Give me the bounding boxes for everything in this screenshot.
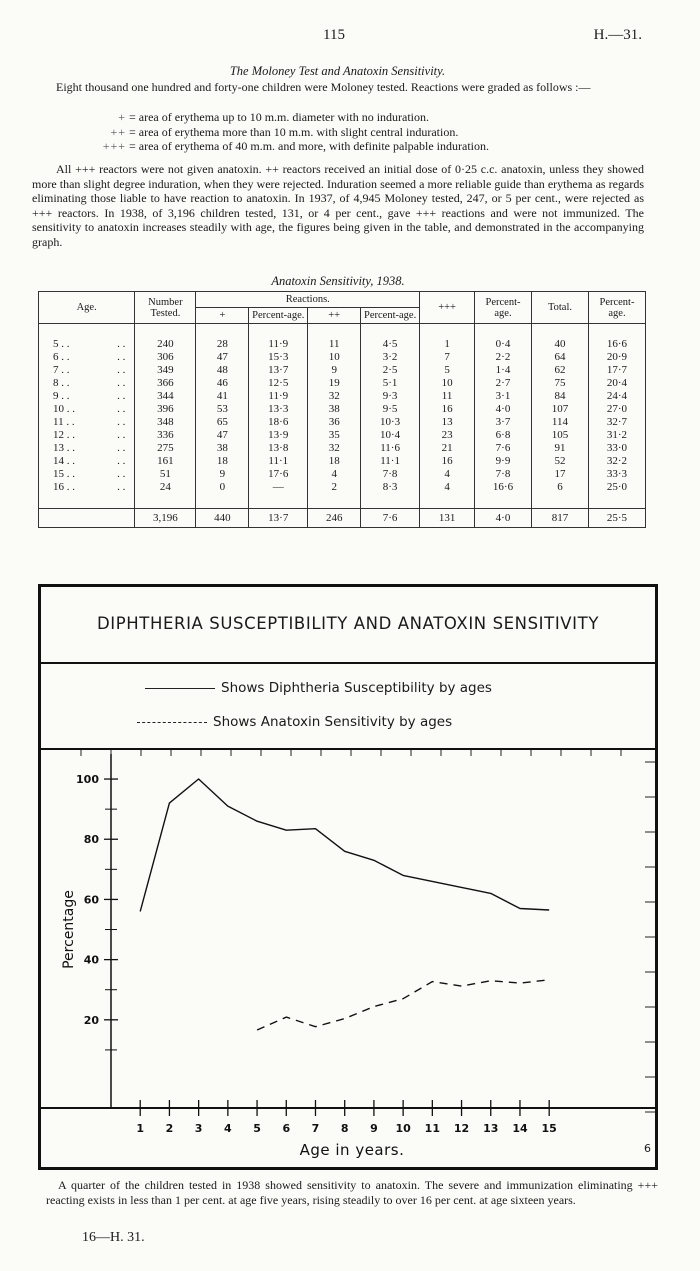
age-value: 14 — [53, 455, 64, 467]
table-cell: 7·6 — [475, 442, 532, 455]
x-tick-label: 3 — [194, 1122, 203, 1135]
table-cell: 64 — [531, 351, 588, 364]
table-cell: 2 — [308, 481, 361, 494]
legend-solid-line — [145, 688, 215, 689]
table-cell: 7·8 — [361, 468, 420, 481]
table-cell: 9 — [196, 468, 249, 481]
table-cell: 7 — [420, 351, 475, 364]
total-cell: 817 — [531, 509, 588, 528]
table-cell: 2·2 — [475, 351, 532, 364]
x-tick-label: 1 — [136, 1122, 145, 1135]
grade-item — [86, 139, 489, 154]
table-cell: 10 — [308, 351, 361, 364]
table-cell: 16 — [420, 455, 475, 468]
cell-age: 6 . . . . — [39, 351, 135, 364]
table-cell: 349 — [135, 364, 196, 377]
x-axis-label: Age in years. — [299, 1141, 405, 1159]
col-number-tested-header: Number Tested. — [135, 292, 196, 324]
table-cell: 3·1 — [475, 390, 532, 403]
table-cell: 11·6 — [361, 442, 420, 455]
table-cell: 4·5 — [361, 338, 420, 351]
table-cell: 9·9 — [475, 455, 532, 468]
x-tick-label: 5 — [253, 1122, 261, 1135]
x-tick-label: 9 — [370, 1122, 378, 1135]
table-cell: 51 — [135, 468, 196, 481]
table-cell: 25·0 — [588, 481, 645, 494]
table-cell: 114 — [531, 416, 588, 429]
table-cell: 53 — [196, 403, 249, 416]
y-tick-label: 20 — [83, 1013, 99, 1027]
total-cell: 131 — [420, 509, 475, 528]
cell-blank — [39, 509, 135, 528]
legend-label: Shows Anatoxin Sensitivity by ages — [213, 714, 453, 730]
totals-row — [39, 509, 646, 528]
table-cell: 17·7 — [588, 364, 645, 377]
table-cell: 5·1 — [361, 377, 420, 390]
table-cell: 36 — [308, 416, 361, 429]
table-cell: 16·6 — [588, 338, 645, 351]
chart-legend — [41, 664, 655, 750]
table-cell: 4 — [420, 468, 475, 481]
figure-caption: A quarter of the children tested in 1938 showed sensitivity to anatoxin. The severe and immunization eliminating +++ reacting exists in less than 1 per cent. at age five years, rising steadily to over 16 per cent. at age sixteen years. — [46, 1178, 658, 1207]
page-number: 115 — [323, 27, 345, 43]
table-cell: 3·2 — [361, 351, 420, 364]
total-cell: 13·7 — [249, 509, 308, 528]
page-footer: 16—H. 31. — [82, 1230, 145, 1245]
table-cell: 18 — [196, 455, 249, 468]
table-cell: 344 — [135, 390, 196, 403]
table-cell: 9·5 — [361, 403, 420, 416]
x-tick-label: 4 — [224, 1122, 232, 1135]
grade-text: = area of erythema of 40 m.m. and more, with definite palpable induration. — [129, 139, 489, 154]
col-plus2-header: ++ — [308, 308, 361, 324]
grade-symbol: + — [118, 110, 126, 124]
table-cell: 41 — [196, 390, 249, 403]
age-value: 16 — [53, 481, 64, 493]
col-plus3-header: +++ — [420, 292, 475, 324]
col-percent-c-header: Percent-age. — [475, 292, 532, 324]
series-line-anatoxin-sensitivity — [257, 980, 549, 1030]
table-cell: 348 — [135, 416, 196, 429]
table-cell: 0·4 — [475, 338, 532, 351]
table-cell: 18 — [308, 455, 361, 468]
table-cell: 32 — [308, 390, 361, 403]
table-cell: 7·8 — [475, 468, 532, 481]
table-cell: 40 — [531, 338, 588, 351]
table-cell: 8·3 — [361, 481, 420, 494]
cell-age: 16 . . . . — [39, 481, 135, 494]
section-title: The Moloney Test and Anatoxin Sensitivity. — [229, 64, 446, 78]
age-value: 8 — [53, 377, 59, 389]
table-row — [39, 455, 646, 468]
table-cell: 12·5 — [249, 377, 308, 390]
col-age-header: Age. — [39, 292, 135, 324]
age-value: 10 — [53, 403, 64, 415]
table-cell: 275 — [135, 442, 196, 455]
table-cell: 48 — [196, 364, 249, 377]
age-value: 9 — [53, 390, 59, 402]
grade-list — [86, 110, 489, 154]
table-cell: 23 — [420, 429, 475, 442]
table-cell: 38 — [308, 403, 361, 416]
table-cell: 4·0 — [475, 403, 532, 416]
series-line-diphtheria-susceptibility — [140, 779, 549, 912]
table-cell: 11 — [420, 390, 475, 403]
table-cell: 11·9 — [249, 338, 308, 351]
age-value: 12 — [53, 429, 64, 441]
table-cell: 35 — [308, 429, 361, 442]
x-tick-label: 10 — [395, 1122, 411, 1135]
cell-age: 15 . . . . — [39, 468, 135, 481]
intro-paragraph: Eight thousand one hundred and forty-one children were Moloney tested. Reactions were graded as follows :— — [56, 80, 591, 94]
x-tick-label: 8 — [340, 1122, 349, 1135]
table-cell: 107 — [531, 403, 588, 416]
y-tick-label: 40 — [83, 953, 99, 967]
table-row — [39, 481, 646, 494]
table-row — [39, 338, 646, 351]
table-title: Anatoxin Sensitivity, 1938. — [271, 274, 405, 288]
table-cell: 33·0 — [588, 442, 645, 455]
age-value: 7 — [53, 364, 59, 376]
grade-item — [86, 110, 489, 125]
x-tick-label: 14 — [512, 1122, 528, 1135]
col-percent-a-header: Percent-age. — [249, 308, 308, 324]
cell-age: 12 . . . . — [39, 429, 135, 442]
table-row — [39, 390, 646, 403]
table-cell: 336 — [135, 429, 196, 442]
col-plus-header: + — [196, 308, 249, 324]
table-cell: 11·9 — [249, 390, 308, 403]
table-cell: 2·7 — [475, 377, 532, 390]
table-cell: 10·4 — [361, 429, 420, 442]
table-cell: 1·4 — [475, 364, 532, 377]
age-value: 13 — [53, 442, 64, 454]
legend-label: Shows Diphtheria Susceptibility by ages — [221, 680, 492, 696]
table-cell: 20·4 — [588, 377, 645, 390]
table-cell: 27·0 — [588, 403, 645, 416]
total-cell: 246 — [308, 509, 361, 528]
table-cell: 11·1 — [361, 455, 420, 468]
x-tick-label: 11 — [424, 1122, 440, 1135]
cell-age: 13 . . . . — [39, 442, 135, 455]
table-cell: 32 — [308, 442, 361, 455]
page-header — [0, 27, 700, 47]
table-cell: 4 — [308, 468, 361, 481]
cell-age: 11 . . . . — [39, 416, 135, 429]
table-cell: 396 — [135, 403, 196, 416]
table-cell: 75 — [531, 377, 588, 390]
table-cell: 4 — [420, 481, 475, 494]
table-cell: 6·8 — [475, 429, 532, 442]
x-tick-label: 12 — [453, 1122, 470, 1135]
table-cell: 24·4 — [588, 390, 645, 403]
table-cell: 13·3 — [249, 403, 308, 416]
table-row — [39, 351, 646, 364]
age-value: 11 — [53, 416, 64, 428]
table-row — [39, 442, 646, 455]
table-row — [39, 416, 646, 429]
grade-symbol: +++ — [102, 139, 126, 154]
legend-dashed-line — [137, 722, 207, 723]
table-cell: 52 — [531, 455, 588, 468]
table-cell: 15·3 — [249, 351, 308, 364]
table-row — [39, 377, 646, 390]
table-cell: 84 — [531, 390, 588, 403]
table-row — [39, 403, 646, 416]
table-cell: 11 — [308, 338, 361, 351]
table-cell: 6 — [531, 481, 588, 494]
sensitivity-table — [38, 291, 646, 528]
table-cell: 17 — [531, 468, 588, 481]
table-cell: 18·6 — [249, 416, 308, 429]
cell-age: 5 . . . . — [39, 338, 135, 351]
age-value: 5 — [53, 338, 59, 350]
table-cell: 32·7 — [588, 416, 645, 429]
grade-text: = area of erythema up to 10 m.m. diameter with no induration. — [129, 110, 430, 124]
table-cell: 2·5 — [361, 364, 420, 377]
corner-mark: 6 — [644, 1142, 651, 1155]
table-cell: 3·7 — [475, 416, 532, 429]
line-chart — [41, 750, 655, 1167]
table-cell: 5 — [420, 364, 475, 377]
table-cell: 20·9 — [588, 351, 645, 364]
table-cell: 9·3 — [361, 390, 420, 403]
cell-age: 10 . . . . — [39, 403, 135, 416]
document-reference: H.—31. — [593, 27, 642, 43]
table-cell: 32·2 — [588, 455, 645, 468]
y-tick-label: 80 — [83, 833, 99, 847]
x-tick-label: 13 — [483, 1122, 499, 1135]
age-value: 6 — [53, 351, 59, 363]
table-cell: 19 — [308, 377, 361, 390]
table-cell: — — [249, 481, 308, 494]
total-cell: 4·0 — [475, 509, 532, 528]
table-cell: 33·3 — [588, 468, 645, 481]
table-cell: 306 — [135, 351, 196, 364]
total-cell: 7·6 — [361, 509, 420, 528]
table-cell: 13·8 — [249, 442, 308, 455]
cell-age: 7 . . . . — [39, 364, 135, 377]
x-tick-label: 15 — [541, 1122, 557, 1135]
grade-item — [86, 125, 489, 140]
table-cell: 46 — [196, 377, 249, 390]
table-cell: 16 — [420, 403, 475, 416]
table-cell: 10·3 — [361, 416, 420, 429]
table-cell: 31·2 — [588, 429, 645, 442]
table-row — [39, 429, 646, 442]
cell-age: 9 . . . . — [39, 390, 135, 403]
age-value: 15 — [53, 468, 64, 480]
chart-figure — [38, 584, 658, 1170]
y-tick-label: 100 — [76, 773, 99, 787]
cell-age: 14 . . . . — [39, 455, 135, 468]
grade-text: = area of erythema more than 10 m.m. with slight central induration. — [129, 124, 459, 139]
x-tick-label: 7 — [311, 1122, 320, 1135]
col-reactions-header: Reactions. — [196, 292, 420, 308]
table-cell: 62 — [531, 364, 588, 377]
col-total-header: Total. — [531, 292, 588, 324]
table-cell: 24 — [135, 481, 196, 494]
table-cell: 91 — [531, 442, 588, 455]
table-cell: 0 — [196, 481, 249, 494]
y-tick-label: 60 — [83, 893, 99, 907]
grade-symbol: ++ — [110, 124, 126, 139]
table-row — [39, 468, 646, 481]
x-tick-label: 6 — [282, 1122, 291, 1135]
table-cell: 1 — [420, 338, 475, 351]
body-paragraph: All +++ reactors were not given anatoxin. ++ reactors received an initial dose of 0·25 c.c. anatoxin, unless they showed more than slight degree induration, when they were rejected. Induration seemed a more reliable guide than erythema as regards eliminating those liable to have reaction to anatoxin. In 1937, of 4,945 Moloney tested, 247, or 5 per cent., were rejected as +++ reactors. In 1938, of 3,196 children tested, 131, or 4 per cent., gave +++ reactions and were not immunized. The sensitivity to anatoxin increases steadily with age, the figures being given in the table, and demonstrated in the accompanying graph. — [32, 162, 644, 249]
table-cell: 16·6 — [475, 481, 532, 494]
chart-title: DIPHTHERIA SUSCEPTIBILITY AND ANATOXIN SENSITIVITY — [41, 587, 655, 664]
table-cell: 28 — [196, 338, 249, 351]
table-cell: 240 — [135, 338, 196, 351]
total-cell: 3,196 — [135, 509, 196, 528]
table-row — [39, 364, 646, 377]
table-cell: 105 — [531, 429, 588, 442]
legend-item-sensitivity — [137, 714, 452, 730]
table-cell: 10 — [420, 377, 475, 390]
col-percent-d-header: Percent-age. — [588, 292, 645, 324]
table-cell: 13 — [420, 416, 475, 429]
table-cell: 17·6 — [249, 468, 308, 481]
x-tick-label: 2 — [165, 1122, 174, 1135]
y-axis-label: Percentage — [61, 890, 77, 969]
table-cell: 21 — [420, 442, 475, 455]
table-cell: 161 — [135, 455, 196, 468]
cell-age: 8 . . . . — [39, 377, 135, 390]
col-percent-b-header: Percent-age. — [361, 308, 420, 324]
total-cell: 440 — [196, 509, 249, 528]
table-cell: 9 — [308, 364, 361, 377]
legend-item-susceptibility — [145, 680, 492, 696]
table-cell: 47 — [196, 429, 249, 442]
table-cell: 13·9 — [249, 429, 308, 442]
table-cell: 11·1 — [249, 455, 308, 468]
table-cell: 13·7 — [249, 364, 308, 377]
table-cell: 366 — [135, 377, 196, 390]
table-cell: 47 — [196, 351, 249, 364]
table-cell: 38 — [196, 442, 249, 455]
total-cell: 25·5 — [588, 509, 645, 528]
table-cell: 65 — [196, 416, 249, 429]
